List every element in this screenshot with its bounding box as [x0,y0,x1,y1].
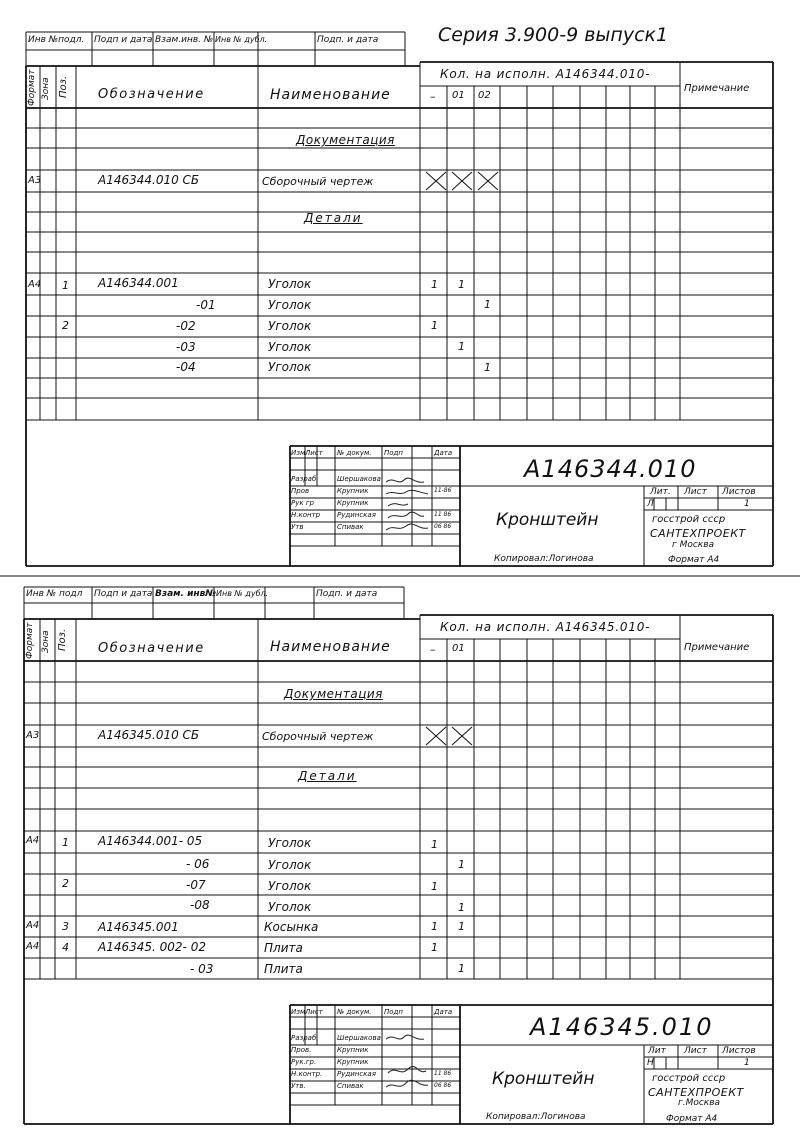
row-name: Уголок [268,879,312,893]
row-pos: 1 [62,279,69,292]
tb-date-value: 11-86 [434,487,452,494]
tb-code: А146345.010 [530,1013,714,1041]
doc-designation: А146344.010 СБ [98,173,200,187]
row-name: Уголок [268,298,312,312]
row-qty-0: 1 [431,319,438,332]
tb-sheets: Листов [722,487,756,497]
tb-sign: Подп [384,449,403,457]
stamp-vzam-inv: Взам.инв. № [155,35,214,45]
tb-name: Рудинская [337,511,376,519]
row-pos: 1 [62,836,69,849]
tb-lit: Лит [648,1046,666,1056]
row-designation: - 03 [190,962,214,976]
tb-list: Лист [305,449,323,457]
row-name: Уголок [268,340,312,354]
tb-org-3: г.Москва [678,1098,721,1108]
header-pos: Поз. [57,628,68,651]
doc-format: А3 [26,730,40,741]
header-note: Примечание [684,642,750,653]
tb-izm: Изм [291,449,306,457]
row-qty-0: 1 [431,838,438,851]
stamp-inv-podl: Инв № подл [26,589,83,599]
series-title: Серия 3.900-9 выпуск1 [438,24,669,46]
tb-role: Разраб. [291,475,319,483]
row-designation: -07 [186,878,206,892]
stamp-podp-date-2: Подп. и дата [317,35,379,45]
tb-lit-value: Л [647,499,654,509]
row-designation: А146344.001 [98,276,179,290]
row-designation: -03 [176,340,196,354]
row-name: Плита [264,962,303,976]
tb-title: Кронштейн [492,1069,595,1089]
row-name: Косынка [264,920,319,934]
stamp-inv-dubl: Инв № дубл. [215,35,268,44]
tb-sign: Подп [384,1008,403,1016]
row-designation: -08 [190,898,210,912]
section-docs: Документация [284,687,383,701]
row-pos: 3 [62,920,69,933]
row-qty-1: 1 [458,962,465,975]
tb-name: Шершакова [337,1034,381,1042]
row-name: Уголок [268,900,312,914]
tb-role: Рук.гр. [291,1058,317,1066]
tb-date-value: 11 86 [434,1070,452,1077]
stamp-podp-date-2: Подп. и дата [316,589,378,599]
row-designation: -04 [176,360,196,374]
row-name: Уголок [268,277,312,291]
tb-format: Формат А4 [668,555,720,565]
tb-date: Дата [434,1008,453,1016]
row-name: Уголок [268,858,312,872]
row-designation: -02 [176,319,196,333]
tb-role: Утв [291,523,304,531]
row-qty-1: 1 [458,920,465,933]
tb-sheet: Лист [684,1046,707,1056]
stamp-podp-date: Подп и дата [94,35,153,45]
doc-cross-marks [424,170,500,192]
header-pos: Поз. [58,75,69,98]
row-designation: А146344.001- 05 [98,834,203,848]
row-qty-0: 1 [431,880,438,893]
tb-list: Лист [305,1008,323,1016]
header-name: Наименование [270,87,391,103]
tb-name: Крупник [337,499,369,507]
variant-0: – [430,643,436,656]
tb-role: Рук гр [291,499,314,507]
tb-izm: Изм [291,1008,306,1016]
stamp-inv-dubl: Инв № дубл. [216,589,269,598]
tb-date-value: 06 86 [434,1082,452,1089]
header-zone: Зона [41,630,51,653]
row-qty-0: 1 [431,941,438,954]
tb-doc: № докум. [337,449,372,457]
row-qty-0: 1 [431,278,438,291]
section-docs: Документация [296,133,395,147]
tb-org-2: САНТЕХПРОЕКТ [650,527,746,540]
tb-format: Формат А4 [666,1114,718,1124]
header-designation: Обозначение [98,641,205,656]
row-pos: 4 [62,941,69,954]
header-name: Наименование [270,639,391,655]
tb-date-value: 06 86 [434,523,452,530]
tb-role: Н.контр. [291,1070,323,1078]
tb-sheets-value: 1 [744,1058,750,1068]
tb-name: Спивак [337,1082,364,1090]
stamp-podp-date: Подп и дата [94,589,153,599]
doc-format: А3 [28,175,42,186]
doc-designation: А146345.010 СБ [98,728,200,742]
tb-org-2: САНТЕХПРОЕКТ [648,1086,744,1099]
header-zone: Зона [41,77,51,100]
section-parts: Детали [298,769,357,783]
row-name: Уголок [268,360,312,374]
tb-lit: Лит. [650,487,671,497]
tb-name: Крупник [337,487,369,495]
header-format: Формат [25,622,35,659]
tb-name: Шершакова [337,475,381,483]
row-format: А4 [28,279,42,290]
tb-role: Разраб [291,1034,317,1042]
tb-name: Крупник [337,1058,369,1066]
tb-code: А146344.010 [524,455,697,483]
variant-0: – [430,90,436,103]
row-format: А4 [26,920,40,931]
row-pos: 2 [62,319,69,332]
signatures [384,1031,432,1095]
row-qty-1: 1 [458,858,465,871]
tb-date: Дата [434,449,453,457]
row-qty-2: 1 [484,298,491,311]
tb-doc: № докум. [337,1008,372,1016]
variant-1: 01 [452,90,465,101]
sheet-2 [0,575,800,1138]
tb-role: Пров [291,487,310,495]
header-designation: Обозначение [98,87,205,102]
tb-title: Кронштейн [496,510,599,530]
row-pos: 2 [62,877,69,890]
header-format: Формат [27,69,37,106]
row-format: А4 [26,835,40,846]
row-name: Уголок [268,319,312,333]
doc-name: Сборочный чертеж [262,730,374,743]
doc-name: Сборочный чертеж [262,175,374,188]
row-name: Плита [264,941,303,955]
doc-cross-marks [424,725,474,747]
tb-lit-value: Н [647,1058,654,1068]
row-designation: А146345. 002- 02 [98,940,206,954]
tb-name: Крупник [337,1046,369,1054]
tb-role: Н.контр [291,511,321,519]
tb-sheets-value: 1 [744,499,750,509]
tb-name: Спивак [337,523,364,531]
row-designation: -01 [196,298,216,312]
header-note: Примечание [684,83,750,94]
stamp-vzam-inv: Взам. инв№ [155,589,217,599]
tb-org-3: г Москва [672,540,715,550]
row-designation: - 06 [186,857,210,871]
signatures [384,474,432,536]
row-designation: А146345.001 [98,920,179,934]
header-qty: Кол. на исполн. А146344.010- [440,67,651,81]
tb-sheet: Лист [684,487,707,497]
tb-sheets: Листов [722,1046,756,1056]
tb-org-1: госстрой ссср [652,514,726,525]
header-qty: Кол. на исполн. А146345.010- [440,620,651,634]
section-parts: Детали [304,211,363,225]
row-format: А4 [26,941,40,952]
tb-role: Пров. [291,1046,312,1054]
row-qty-1: 1 [458,340,465,353]
row-qty-1: 1 [458,901,465,914]
tb-copied: Копировал:Логинова [494,554,594,564]
tb-date-value: 11 86 [434,511,452,518]
tb-org-1: госстрой ссср [652,1073,726,1084]
row-qty-2: 1 [484,361,491,374]
row-name: Уголок [268,836,312,850]
stamp-inv-podl: Инв №подл. [28,35,85,45]
tb-name: Рудинская [337,1070,376,1078]
row-qty-0: 1 [431,920,438,933]
tb-role: Утв. [291,1082,306,1090]
tb-copied: Копировал:Логинова [486,1112,586,1122]
variant-1: 01 [452,643,465,654]
row-qty-1: 1 [458,278,465,291]
variant-2: 02 [478,90,491,101]
